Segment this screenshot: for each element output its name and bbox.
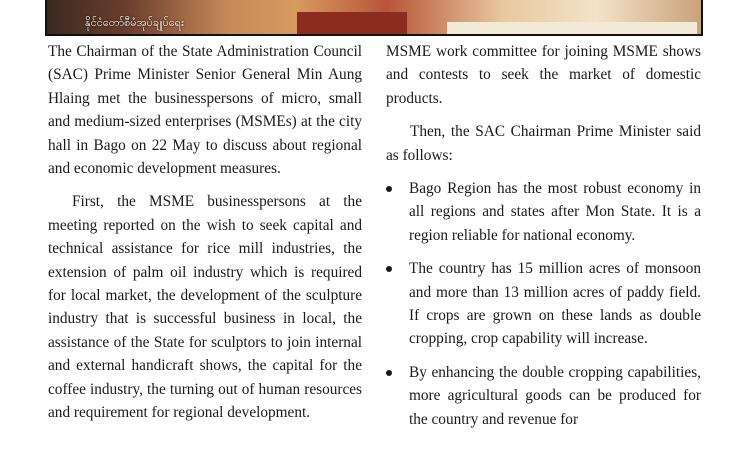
- photo-caption: နိုင်ငံတော်စီမံအုပ်ချုပ်ရေး: [85, 16, 184, 29]
- left-column: [48, 40, 362, 435]
- article-paragraph: MSME work committee for joining MSME shows and contests to seek the market of domestic products.: [386, 43, 701, 107]
- list-item: [386, 177, 701, 247]
- bullet-icon: [386, 370, 392, 376]
- list-item-text: Bago Region has the most robust economy in all regions and states after Mon State. It is a region reliable for national economy.: [409, 180, 701, 244]
- statement-list: [386, 177, 701, 431]
- bullet-icon: [386, 266, 392, 272]
- list-item-text: The country has 15 million acres of monsoon and more than 13 million acres of paddy field. If crops are grown on these lands as double cropping, crop capability will increase.: [409, 260, 701, 348]
- article-paragraph: The Chairman of the State Administration Council (SAC) Prime Minister Senior General Min Aung Hlaing met the businesspersons of micro, small and medium-sized enterprises (MSMEs) at the city hall in Bago on 22 May to discuss about regional and economic development measures.: [48, 43, 362, 178]
- photo-table-cloth: [447, 22, 697, 34]
- list-item: [386, 257, 701, 351]
- right-column: [386, 40, 701, 441]
- bullet-icon: [386, 186, 392, 192]
- header-photo: [45, 0, 703, 36]
- list-item: [386, 361, 701, 431]
- list-item-text: By enhancing the double cropping capabilities, more agricultural goods can be produced for the country and revenue for: [409, 363, 701, 428]
- article-paragraph: Then, the SAC Chairman Prime Minister said as follows:: [386, 123, 701, 164]
- photo-chairs: [297, 12, 407, 34]
- article-paragraph: First, the MSME businesspersons at the meeting reported on the wish to seek capital and technical assistance for rice mill industries, the extension of palm oil industry which is required for local market, the development of the sculpture industry that is successful business in local, the assistance of the State for sculptors to join internal and external handicraft shows, the capital for the coffee industry, the turning out of human resources and requirement for regional development.: [48, 193, 362, 422]
